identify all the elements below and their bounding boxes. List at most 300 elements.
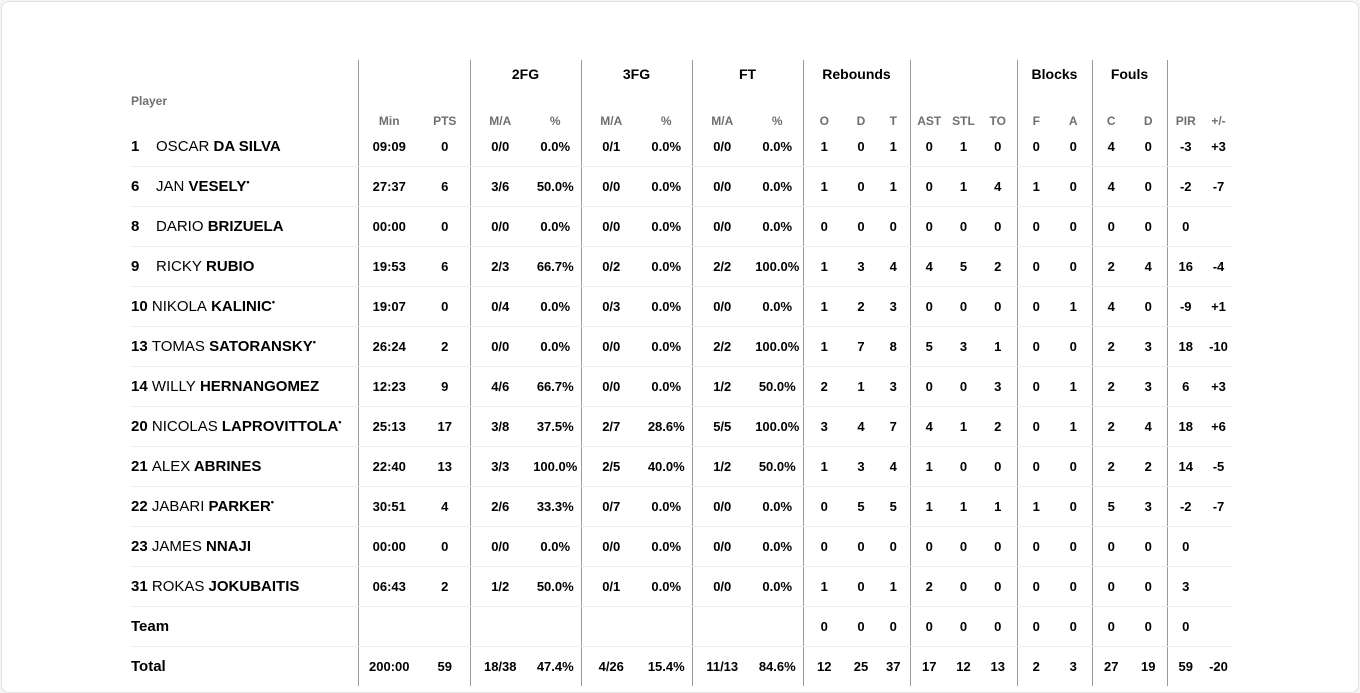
cell-assists: 4 xyxy=(910,246,948,286)
cell-ft-made-attempted: 0/0 xyxy=(692,166,752,206)
cell-pir: 18 xyxy=(1167,406,1204,446)
col-header-to[interactable]: TO xyxy=(989,114,1006,128)
cell-blocks-favor: 0 xyxy=(1017,606,1055,646)
col-header-player[interactable]: Player xyxy=(131,94,168,108)
cell-blocks-against: 0 xyxy=(1055,446,1092,486)
player-row[interactable] xyxy=(131,286,1233,326)
cell-minutes: 19:07 xyxy=(358,286,420,326)
cell-3fg-made-attempted: 0/0 xyxy=(581,366,641,406)
cell-reb-total: 0 xyxy=(877,206,910,246)
player-number: 20 xyxy=(131,417,148,435)
cell-minutes: 30:51 xyxy=(358,486,420,526)
cell-3fg-pct: 0.0% xyxy=(641,486,692,526)
boxscore-card xyxy=(1,1,1359,693)
cell-fouls-drawn: 3 xyxy=(1130,366,1167,406)
group-header-3fg: 3FG xyxy=(581,60,692,88)
player-number: 9 xyxy=(131,257,140,275)
player-row[interactable] xyxy=(131,446,1233,486)
cell-turnovers: 1 xyxy=(979,486,1017,526)
cell-reb-off: 1 xyxy=(803,286,845,326)
cell-reb-def: 25 xyxy=(853,658,869,674)
cell-blocks-against: 1 xyxy=(1055,406,1092,446)
player-last-name: HERNANGOMEZ xyxy=(199,377,320,395)
team-row-label: Team xyxy=(131,606,358,646)
cell-plus-minus: +3 xyxy=(1204,366,1233,406)
player-row[interactable] xyxy=(131,128,1233,166)
player-first-name: JAN xyxy=(156,177,185,195)
cell-fouls-drawn: 3 xyxy=(1130,486,1167,526)
cell-2fg-pct: 33.3% xyxy=(530,486,581,526)
cell-3fg-made-attempted: 0/2 xyxy=(581,246,641,286)
cell-ft-pct: 0.0% xyxy=(752,566,803,606)
cell-fouls-committed: 0 xyxy=(1092,206,1130,246)
col-header-blk-a[interactable]: A xyxy=(1068,114,1078,128)
cell-fouls-drawn: 0 xyxy=(1130,286,1167,326)
col-header-ft-ma[interactable]: M/A xyxy=(692,88,752,128)
player-rows xyxy=(131,128,1233,686)
cell-steals: 0 xyxy=(948,566,979,606)
cell-turnovers: 2 xyxy=(979,406,1017,446)
cell-steals: 1 xyxy=(948,166,979,206)
cell-fouls-drawn: 0 xyxy=(1130,526,1167,566)
cell-assists: 1 xyxy=(910,486,948,526)
cell-plus-minus: -7 xyxy=(1204,486,1233,526)
cell-ft-made-attempted: 2/2 xyxy=(692,326,752,366)
cell-fouls-committed: 0 xyxy=(1092,606,1130,646)
cell-reb-off: 3 xyxy=(803,406,845,446)
cell-3fg-made-attempted: 0/0 xyxy=(581,166,641,206)
col-header-pts[interactable]: PTS xyxy=(433,114,457,128)
cell-fouls-committed: 5 xyxy=(1092,486,1130,526)
cell-fouls-drawn: 19 xyxy=(1141,658,1156,674)
cell-assists: 0 xyxy=(910,166,948,206)
player-last-name: KALINIC xyxy=(211,297,272,315)
cell-minutes: 00:00 xyxy=(358,206,420,246)
cell-minutes: 00:00 xyxy=(358,526,420,566)
cell-minutes: 200:00 xyxy=(358,646,420,686)
cell-points: 17 xyxy=(420,406,470,446)
player-row[interactable] xyxy=(131,246,1233,286)
cell-steals: 1 xyxy=(948,486,979,526)
cell-reb-def: 3 xyxy=(845,246,877,286)
cell-reb-off: 1 xyxy=(803,246,845,286)
col-header-ast[interactable]: AST xyxy=(910,88,948,128)
cell-ft-made-attempted: 0/0 xyxy=(692,128,752,166)
cell-blocks-favor: 0 xyxy=(1017,128,1055,166)
cell-2fg-made-attempted: 3/8 xyxy=(470,406,530,446)
cell-blocks-favor: 0 xyxy=(1017,286,1055,326)
cell-steals: 0 xyxy=(948,366,979,406)
cell-ft-pct xyxy=(752,606,803,646)
starter-icon: • xyxy=(312,336,316,347)
cell-steals: 1 xyxy=(948,406,979,446)
player-cell[interactable] xyxy=(131,446,358,486)
cell-assists: 5 xyxy=(910,326,948,366)
cell-reb-def: 0 xyxy=(845,128,877,166)
cell-minutes xyxy=(358,606,420,646)
cell-2fg-pct: 0.0% xyxy=(530,206,581,246)
cell-fouls-committed: 0 xyxy=(1092,526,1130,566)
cell-reb-def: 0 xyxy=(845,566,877,606)
cell-ft-pct: 0.0% xyxy=(752,166,803,206)
player-first-name: RICKY xyxy=(156,257,202,275)
cell-reb-total: 8 xyxy=(877,326,910,366)
cell-points: 59 xyxy=(437,658,452,674)
cell-3fg-pct: 0.0% xyxy=(641,526,692,566)
cell-points: 9 xyxy=(420,366,470,406)
cell-pir: 0 xyxy=(1167,526,1204,566)
cell-reb-off: 1 xyxy=(803,326,845,366)
cell-plus-minus xyxy=(1204,206,1233,246)
player-last-name: DA SILVA xyxy=(213,138,281,156)
player-number: 31 xyxy=(131,577,148,595)
starter-icon: • xyxy=(270,496,274,507)
player-cell[interactable] xyxy=(131,406,358,446)
cell-pir: 59 xyxy=(1167,646,1204,686)
cell-ft-made-attempted: 0/0 xyxy=(692,526,752,566)
player-last-name: SATORANSKY xyxy=(209,337,313,355)
cell-2fg-made-attempted: 4/6 xyxy=(470,366,530,406)
cell-reb-total: 1 xyxy=(877,566,910,606)
cell-assists: 0 xyxy=(910,128,948,166)
cell-turnovers: 3 xyxy=(979,366,1017,406)
player-first-name: NICOLAS xyxy=(151,417,218,435)
col-header-2fg-pct[interactable]: % xyxy=(549,114,561,128)
cell-ft-pct: 0.0% xyxy=(752,526,803,566)
player-first-name: OSCAR xyxy=(156,138,210,156)
cell-fouls-committed: 2 xyxy=(1092,406,1130,446)
cell-reb-off: 1 xyxy=(803,128,845,166)
cell-plus-minus: +1 xyxy=(1204,286,1233,326)
cell-fouls-drawn: 3 xyxy=(1130,326,1167,366)
player-first-name: JAMES xyxy=(151,537,202,555)
starter-icon: • xyxy=(271,296,276,307)
cell-3fg-pct: 0.0% xyxy=(641,366,692,406)
cell-3fg-made-attempted xyxy=(581,606,641,646)
cell-reb-total: 0 xyxy=(877,606,910,646)
cell-ft-pct: 100.0% xyxy=(752,326,803,366)
player-row[interactable] xyxy=(131,406,1233,446)
cell-plus-minus: -20 xyxy=(1209,658,1228,674)
cell-fouls-committed: 2 xyxy=(1092,366,1130,406)
cell-blocks-favor: 0 xyxy=(1017,366,1055,406)
cell-steals: 0 xyxy=(948,446,979,486)
cell-3fg-pct: 0.0% xyxy=(641,326,692,366)
cell-2fg-made-attempted: 0/0 xyxy=(470,128,530,166)
cell-blocks-against: 0 xyxy=(1055,166,1092,206)
cell-ft-made-attempted: 2/2 xyxy=(692,246,752,286)
cell-reb-def: 7 xyxy=(845,326,877,366)
cell-reb-off: 0 xyxy=(803,526,845,566)
col-header-pir[interactable]: PIR xyxy=(1167,88,1204,128)
cell-blocks-favor: 1 xyxy=(1017,166,1055,206)
player-row[interactable] xyxy=(131,526,1233,566)
cell-steals: 0 xyxy=(948,606,979,646)
cell-fouls-committed: 2 xyxy=(1092,246,1130,286)
cell-3fg-made-attempted: 2/7 xyxy=(581,406,641,446)
player-last-name: VESELY xyxy=(188,177,247,195)
cell-points: 6 xyxy=(420,166,470,206)
cell-fouls-drawn: 0 xyxy=(1130,206,1167,246)
cell-minutes: 25:13 xyxy=(358,406,420,446)
cell-minutes: 26:24 xyxy=(358,326,420,366)
player-cell[interactable] xyxy=(131,246,358,286)
cell-blocks-against: 0 xyxy=(1055,566,1092,606)
cell-blocks-against: 0 xyxy=(1055,206,1092,246)
col-header-3fg-pct[interactable]: % xyxy=(660,114,672,128)
player-number: 10 xyxy=(131,297,148,315)
cell-reb-total: 4 xyxy=(877,446,910,486)
cell-3fg-pct: 0.0% xyxy=(641,166,692,206)
cell-fouls-drawn: 0 xyxy=(1130,128,1167,166)
cell-reb-total: 1 xyxy=(877,166,910,206)
cell-2fg-made-attempted: 1/2 xyxy=(470,566,530,606)
col-header-plus-minus[interactable]: +/- xyxy=(1211,114,1226,128)
player-first-name: ALEX xyxy=(151,457,191,475)
group-header-rebounds: Rebounds xyxy=(803,60,910,88)
cell-ft-made-attempted: 1/2 xyxy=(692,446,752,486)
player-row[interactable] xyxy=(131,366,1233,406)
cell-blocks-against: 0 xyxy=(1055,246,1092,286)
cell-blocks-against: 1 xyxy=(1055,286,1092,326)
cell-blocks-against: 0 xyxy=(1055,326,1092,366)
cell-3fg-pct: 40.0% xyxy=(641,446,692,486)
col-header-min[interactable]: Min xyxy=(358,88,420,128)
player-last-name: JOKUBAITIS xyxy=(208,577,300,595)
cell-minutes: 27:37 xyxy=(358,166,420,206)
cell-steals: 1 xyxy=(948,128,979,166)
cell-ft-made-attempted: 0/0 xyxy=(692,486,752,526)
player-cell[interactable] xyxy=(131,366,358,406)
cell-pir: -3 xyxy=(1167,128,1204,166)
col-header-reb-t[interactable]: T xyxy=(889,114,897,128)
cell-plus-minus: -4 xyxy=(1204,246,1233,286)
cell-fouls-committed: 4 xyxy=(1092,128,1130,166)
player-last-name: LAPROVITTOLA xyxy=(221,417,339,435)
cell-2fg-made-attempted: 18/38 xyxy=(470,646,530,686)
cell-fouls-drawn: 0 xyxy=(1130,566,1167,606)
cell-3fg-made-attempted: 0/0 xyxy=(581,206,641,246)
cell-reb-total: 4 xyxy=(877,246,910,286)
player-cell[interactable] xyxy=(131,286,358,326)
cell-points xyxy=(420,606,470,646)
cell-fouls-committed: 27 xyxy=(1092,646,1130,686)
cell-pir: -9 xyxy=(1167,286,1204,326)
cell-2fg-pct: 47.4% xyxy=(536,658,574,674)
cell-reb-off: 0 xyxy=(803,606,845,646)
cell-points: 0 xyxy=(420,128,470,166)
cell-3fg-pct: 0.0% xyxy=(641,566,692,606)
cell-assists: 0 xyxy=(910,286,948,326)
cell-pir: 16 xyxy=(1167,246,1204,286)
cell-3fg-pct: 0.0% xyxy=(641,206,692,246)
cell-minutes: 06:43 xyxy=(358,566,420,606)
col-header-reb-o[interactable]: O xyxy=(803,88,845,128)
cell-minutes: 09:09 xyxy=(358,128,420,166)
cell-3fg-made-attempted: 0/7 xyxy=(581,486,641,526)
cell-2fg-pct: 66.7% xyxy=(530,246,581,286)
cell-turnovers: 2 xyxy=(979,246,1017,286)
cell-turnovers: 0 xyxy=(979,206,1017,246)
player-row[interactable] xyxy=(131,326,1233,366)
cell-3fg-pct: 15.4% xyxy=(647,658,685,674)
cell-3fg-pct: 0.0% xyxy=(641,246,692,286)
cell-2fg-pct: 66.7% xyxy=(530,366,581,406)
cell-points: 2 xyxy=(420,566,470,606)
cell-fouls-drawn: 4 xyxy=(1130,406,1167,446)
cell-blocks-favor: 0 xyxy=(1017,206,1055,246)
cell-plus-minus xyxy=(1204,606,1233,646)
cell-fouls-committed: 2 xyxy=(1092,446,1130,486)
cell-blocks-favor: 0 xyxy=(1017,406,1055,446)
cell-minutes: 22:40 xyxy=(358,446,420,486)
cell-assists: 2 xyxy=(910,566,948,606)
cell-ft-made-attempted: 11/13 xyxy=(692,646,752,686)
cell-reb-def: 4 xyxy=(845,406,877,446)
cell-blocks-favor: 0 xyxy=(1017,326,1055,366)
cell-steals: 5 xyxy=(948,246,979,286)
col-header-3fg-ma[interactable]: M/A xyxy=(581,88,641,128)
group-header-blocks: Blocks xyxy=(1017,60,1092,88)
cell-3fg-made-attempted: 0/0 xyxy=(581,526,641,566)
cell-plus-minus xyxy=(1204,526,1233,566)
player-first-name: JABARI xyxy=(151,497,205,515)
total-row-label: Total xyxy=(131,657,166,675)
cell-blocks-against: 0 xyxy=(1055,486,1092,526)
cell-reb-def: 0 xyxy=(845,206,877,246)
player-number: 21 xyxy=(131,457,148,475)
cell-3fg-made-attempted: 0/1 xyxy=(581,128,641,166)
cell-ft-pct: 0.0% xyxy=(752,206,803,246)
cell-pir: 3 xyxy=(1167,566,1204,606)
player-row[interactable] xyxy=(131,486,1233,526)
cell-2fg-made-attempted: 2/6 xyxy=(470,486,530,526)
player-number: 6 xyxy=(131,177,140,195)
cell-ft-pct: 50.0% xyxy=(752,446,803,486)
cell-reb-off: 1 xyxy=(803,166,845,206)
cell-pir: 0 xyxy=(1167,606,1204,646)
player-cell[interactable] xyxy=(131,566,358,606)
cell-reb-off: 0 xyxy=(803,486,845,526)
cell-steals: 3 xyxy=(948,326,979,366)
cell-ft-pct: 84.6% xyxy=(758,658,796,674)
boxscore-table xyxy=(131,60,1233,686)
cell-3fg-pct: 0.0% xyxy=(641,128,692,166)
cell-plus-minus xyxy=(1204,566,1233,606)
cell-fouls-drawn: 2 xyxy=(1130,446,1167,486)
cell-2fg-pct: 50.0% xyxy=(530,566,581,606)
player-cell[interactable] xyxy=(131,128,358,166)
cell-ft-pct: 0.0% xyxy=(752,286,803,326)
cell-blocks-favor: 0 xyxy=(1017,446,1055,486)
cell-2fg-made-attempted xyxy=(470,606,530,646)
cell-minutes: 12:23 xyxy=(358,366,420,406)
col-header-blk-f[interactable]: F xyxy=(1017,88,1055,128)
cell-fouls-drawn: 4 xyxy=(1130,246,1167,286)
cell-blocks-against: 0 xyxy=(1055,128,1092,166)
group-header-2fg: 2FG xyxy=(470,60,581,88)
cell-reb-off: 1 xyxy=(803,566,845,606)
cell-ft-pct: 100.0% xyxy=(752,406,803,446)
cell-assists: 1 xyxy=(910,446,948,486)
player-last-name: PARKER xyxy=(208,497,271,515)
cell-assists: 4 xyxy=(910,406,948,446)
cell-reb-total: 3 xyxy=(877,366,910,406)
player-cell[interactable] xyxy=(131,486,358,526)
cell-points: 0 xyxy=(420,526,470,566)
cell-2fg-pct: 0.0% xyxy=(530,128,581,166)
cell-turnovers: 4 xyxy=(979,166,1017,206)
col-header-reb-d[interactable]: D xyxy=(856,114,866,128)
cell-3fg-pct: 28.6% xyxy=(641,406,692,446)
starter-icon: • xyxy=(338,416,342,427)
cell-reb-def: 2 xyxy=(845,286,877,326)
player-cell[interactable] xyxy=(131,326,358,366)
cell-reb-def: 5 xyxy=(845,486,877,526)
cell-ft-made-attempted: 0/0 xyxy=(692,566,752,606)
cell-assists: 0 xyxy=(910,366,948,406)
col-header-stl[interactable]: STL xyxy=(952,114,975,128)
col-header-ft-pct[interactable]: % xyxy=(771,114,783,128)
cell-steals: 0 xyxy=(948,206,979,246)
col-header-2fg-ma[interactable]: M/A xyxy=(470,88,530,128)
cell-reb-total: 37 xyxy=(886,658,901,674)
cell-reb-total: 0 xyxy=(877,526,910,566)
cell-blocks-against: 3 xyxy=(1069,658,1077,674)
cell-reb-def: 1 xyxy=(845,366,877,406)
cell-points: 13 xyxy=(420,446,470,486)
cell-turnovers: 0 xyxy=(979,566,1017,606)
total-row xyxy=(131,646,1233,686)
player-row[interactable] xyxy=(131,566,1233,606)
cell-reb-def: 0 xyxy=(845,166,877,206)
cell-steals: 12 xyxy=(956,658,971,674)
cell-reb-off: 12 xyxy=(803,646,845,686)
group-header-ft: FT xyxy=(692,60,803,88)
col-header-foul-d[interactable]: D xyxy=(1143,114,1153,128)
player-number: 8 xyxy=(131,217,140,235)
player-cell[interactable] xyxy=(131,166,358,206)
cell-2fg-pct: 37.5% xyxy=(530,406,581,446)
cell-2fg-pct xyxy=(530,606,581,646)
player-last-name: BRIZUELA xyxy=(207,217,284,235)
player-cell[interactable] xyxy=(131,206,358,246)
cell-reb-def: 3 xyxy=(845,446,877,486)
player-row[interactable] xyxy=(131,206,1233,246)
cell-2fg-pct: 50.0% xyxy=(530,166,581,206)
player-last-name: RUBIO xyxy=(206,257,255,275)
cell-fouls-committed: 4 xyxy=(1092,166,1130,206)
player-row[interactable] xyxy=(131,166,1233,206)
col-header-foul-c[interactable]: C xyxy=(1092,88,1130,128)
cell-assists: 0 xyxy=(910,606,948,646)
cell-reb-off: 0 xyxy=(803,206,845,246)
cell-fouls-committed: 0 xyxy=(1092,566,1130,606)
cell-plus-minus: +3 xyxy=(1204,128,1233,166)
player-cell[interactable] xyxy=(131,526,358,566)
cell-turnovers: 0 xyxy=(979,446,1017,486)
cell-fouls-drawn: 0 xyxy=(1130,166,1167,206)
cell-ft-made-attempted: 5/5 xyxy=(692,406,752,446)
cell-reb-def: 0 xyxy=(845,606,877,646)
cell-2fg-made-attempted: 0/4 xyxy=(470,286,530,326)
cell-turnovers: 0 xyxy=(979,286,1017,326)
cell-ft-made-attempted xyxy=(692,606,752,646)
player-first-name: WILLY xyxy=(151,377,196,395)
group-header-fouls: Fouls xyxy=(1092,60,1167,88)
cell-blocks-favor: 2 xyxy=(1017,646,1055,686)
cell-2fg-made-attempted: 0/0 xyxy=(470,526,530,566)
